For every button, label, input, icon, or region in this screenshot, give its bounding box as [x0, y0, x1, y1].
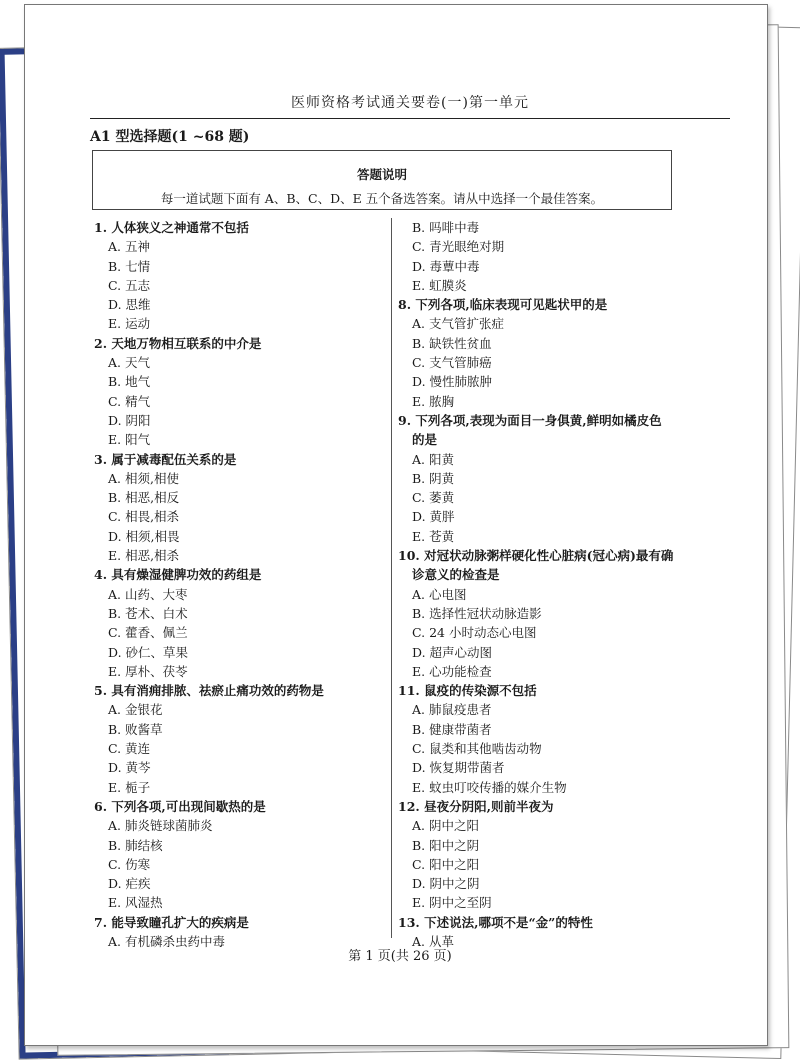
- question-stem: 诊意义的检查是: [412, 567, 500, 583]
- question-stem: 3. 属于减毒配伍关系的是: [94, 451, 237, 467]
- instructions-body: 每一道试题下面有 A、B、C、D、E 五个备选答案。请从中选择一个最佳答案。: [160, 191, 604, 206]
- answer-option: B. 地气: [108, 374, 151, 390]
- instructions-title: 答题说明: [356, 167, 407, 182]
- answer-option: D. 疟疾: [108, 876, 151, 892]
- answer-option: A. 肺鼠疫患者: [412, 702, 492, 718]
- right-column: [398, 218, 674, 951]
- answer-option: E. 相恶,相杀: [108, 548, 180, 564]
- question-stem: 10. 对冠状动脉粥样硬化性心脏病(冠心病)最有确: [398, 548, 674, 564]
- answer-option: E. 心功能检查: [412, 663, 492, 679]
- answer-option: C. 相畏,相杀: [108, 509, 180, 525]
- answer-option: E. 运动: [108, 316, 151, 332]
- answer-option: C. 伤寒: [108, 856, 151, 872]
- answer-option: A. 五神: [108, 239, 150, 255]
- question-stem: 1. 人体狭义之神通常不包括: [94, 220, 249, 235]
- answer-option: B. 七情: [108, 258, 151, 274]
- answer-option: D. 黄胖: [412, 509, 455, 525]
- answer-option: A. 肺炎链球菌肺炎: [108, 818, 213, 834]
- answer-option: C. 支气管肺癌: [412, 355, 492, 371]
- question-stem: 的是: [412, 432, 438, 448]
- answer-option: E. 栀子: [108, 779, 151, 795]
- answer-option: A. 支气管扩张症: [412, 316, 504, 332]
- answer-option: D. 相须,相畏: [108, 528, 180, 544]
- answer-option: A. 有机磷杀虫药中毒: [108, 933, 225, 949]
- answer-option: B. 健康带菌者: [412, 721, 492, 737]
- answer-option: D. 砂仁、草果: [108, 644, 189, 660]
- answer-option: C. 青光眼绝对期: [412, 239, 505, 255]
- answer-option: B. 苍术、白术: [108, 605, 188, 621]
- question-stem: 5. 具有消痈排脓、祛瘀止痛功效的药物是: [94, 683, 324, 699]
- answer-option: B. 吗啡中毒: [412, 220, 480, 235]
- left-column: [94, 218, 390, 951]
- question-stem: 6. 下列各项,可出现间歇热的是: [94, 798, 266, 814]
- question-stem: 2. 天地万物相互联系的中介是: [94, 335, 262, 351]
- question-stem: 8. 下列各项,临床表现可见匙状甲的是: [398, 297, 608, 313]
- question-stem: 12. 昼夜分阴阳,则前半夜为: [398, 798, 554, 814]
- question-stem: 11. 鼠疫的传染源不包括: [398, 683, 537, 699]
- answer-option: C. 藿香、佩兰: [108, 625, 188, 641]
- question-stem: 4. 具有燥湿健脾功效的药组是: [94, 567, 262, 583]
- answer-option: A. 阴中之阳: [412, 818, 479, 834]
- answer-option: A. 阳黄: [412, 451, 454, 467]
- answer-option: C. 黄连: [108, 741, 151, 757]
- answer-option: A. 天气: [108, 355, 150, 371]
- page-number: 第 1 页(共 26 页): [348, 949, 452, 964]
- answer-option: C. 24 小时动态心电图: [412, 625, 537, 641]
- answer-option: B. 相恶,相反: [108, 490, 180, 506]
- answer-option: D. 恢复期带菌者: [412, 760, 505, 776]
- answer-option: E. 厚朴、茯苓: [108, 663, 188, 679]
- answer-option: A. 相须,相使: [108, 470, 179, 486]
- answer-option: D. 超声心动图: [412, 644, 493, 660]
- answer-option: E. 虹膜炎: [412, 277, 467, 293]
- answer-option: C. 萎黄: [412, 490, 455, 506]
- question-stem: 13. 下述说法,哪项不是“金”的特性: [398, 914, 593, 930]
- answer-option: D. 慢性肺脓肿: [412, 374, 493, 390]
- page-header: 医师资格考试通关要卷(一)第一单元: [90, 92, 730, 119]
- answer-option: B. 选择性冠状动脉造影: [412, 605, 542, 621]
- answer-option: B. 缺铁性贫血: [412, 335, 492, 351]
- answer-option: E. 脓胸: [412, 393, 455, 409]
- answer-option: A. 心电图: [412, 586, 467, 602]
- answer-option: E. 阳气: [108, 432, 151, 448]
- answer-option: A. 金银花: [108, 702, 163, 718]
- question-stem: 7. 能导致瞳孔扩大的疾病是: [94, 914, 249, 930]
- answer-option: D. 毒蕈中毒: [412, 258, 480, 274]
- question-stem: 9. 下列各项,表现为面目一身俱黄,鲜明如橘皮色: [398, 412, 662, 428]
- answer-option: C. 五志: [108, 277, 151, 293]
- answer-option: E. 风湿热: [108, 895, 163, 911]
- instructions-box: [92, 150, 672, 210]
- answer-option: A. 山药、大枣: [108, 586, 188, 602]
- answer-option: D. 思维: [108, 297, 151, 313]
- answer-option: E. 蚊虫叮咬传播的媒介生物: [412, 779, 567, 795]
- answer-option: C. 鼠类和其他啮齿动物: [412, 741, 542, 757]
- answer-option: D. 黄芩: [108, 760, 151, 776]
- answer-option: B. 败酱草: [108, 721, 163, 737]
- section-title: A1 型选择题(1 ~68 题): [90, 129, 250, 145]
- column-divider: [391, 218, 392, 938]
- answer-option: A. 从革: [412, 933, 454, 949]
- answer-option: E. 苍黄: [412, 528, 455, 544]
- answer-option: B. 肺结核: [108, 837, 163, 853]
- answer-option: B. 阳中之阴: [412, 837, 480, 853]
- answer-option: C. 精气: [108, 393, 151, 409]
- answer-option: D. 阴阳: [108, 412, 151, 428]
- answer-option: E. 阴中之至阴: [412, 895, 492, 911]
- answer-option: C. 阳中之阳: [412, 856, 480, 872]
- answer-option: D. 阴中之阴: [412, 876, 480, 892]
- answer-option: B. 阴黄: [412, 470, 455, 486]
